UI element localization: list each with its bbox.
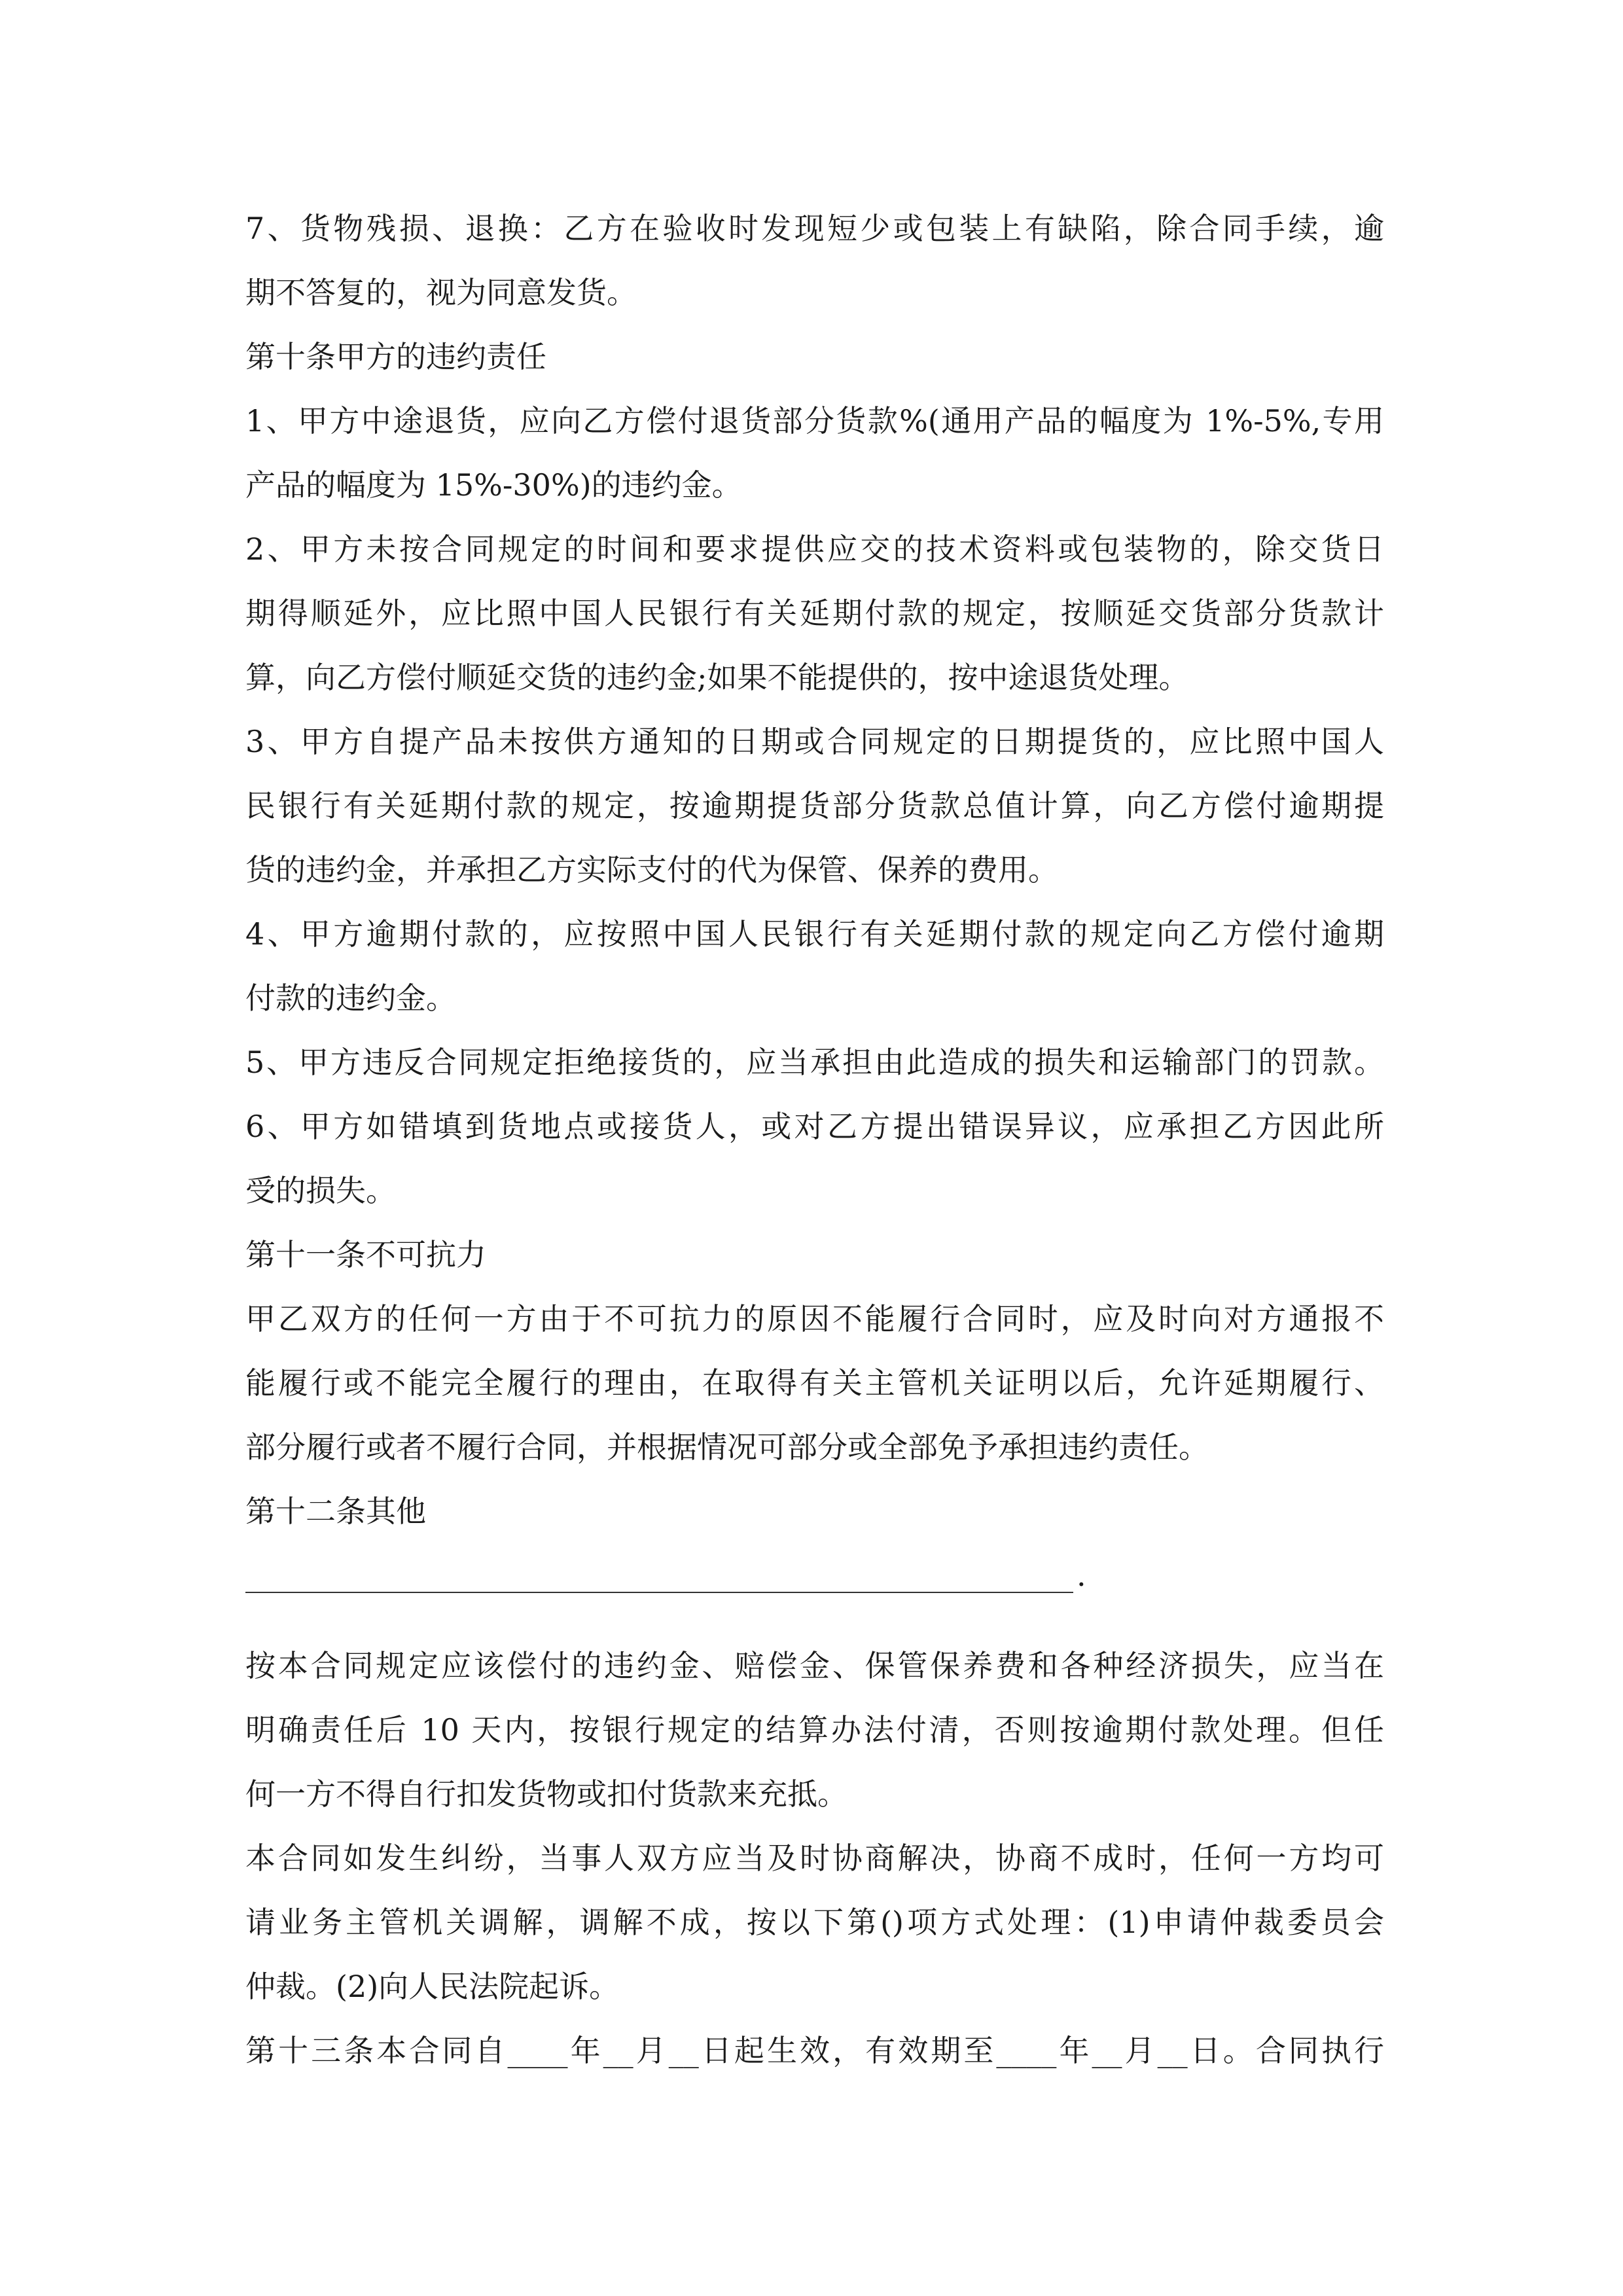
section-heading: 第十条甲方的违约责任 xyxy=(245,339,546,374)
text-line: 5、甲方违反合同规定拒绝接货的，应当承担由此造成的损失和运输部门的罚款。 xyxy=(245,1045,1384,1080)
text-line: 按本合同规定应该偿付的违约金、赔偿金、保管保养费和各种经济损失，应当在 xyxy=(245,1648,1384,1683)
section-heading: 第十二条其他 xyxy=(245,1494,426,1529)
blank-underline xyxy=(245,1592,1073,1593)
document-body xyxy=(245,196,1384,2083)
text-line: 请业务主管机关调解，调解不成，按以下第()项方式处理：(1)申请仲裁委员会 xyxy=(245,1905,1384,1940)
fill-in-blank xyxy=(245,1543,1384,1634)
text-line: 部分履行或者不履行合同，并根据情况可部分或全部免予承担违约责任。 xyxy=(245,1429,1209,1465)
text-line: 算，向乙方偿付顺延交货的违约金;如果不能提供的，按中途退货处理。 xyxy=(245,660,1189,695)
text-line: 1、甲方中途退货，应向乙方偿付退货部分货款%(通用产品的幅度为 1%-5%,专用 xyxy=(245,403,1384,439)
text-line: 能履行或不能完全履行的理由，在取得有关主管机关证明以后，允许延期履行、 xyxy=(245,1365,1384,1401)
text-line: 期得顺延外，应比照中国人民银行有关延期付款的规定，按顺延交货部分货款计 xyxy=(245,596,1384,631)
section-heading: 第十一条不可抗力 xyxy=(245,1237,486,1272)
text-line: 4、甲方逾期付款的，应按照中国人民银行有关延期付款的规定向乙方偿付逾期 xyxy=(245,916,1384,952)
text-line: 付款的违约金。 xyxy=(245,980,456,1016)
text-line: 甲乙双方的任何一方由于不可抗力的原因不能履行合同时，应及时向对方通报不 xyxy=(245,1301,1384,1336)
text-line: 本合同如发生纠纷，当事人双方应当及时协商解决，协商不成时，任何一方均可 xyxy=(245,1840,1384,1876)
text-line: 6、甲方如错填到货地点或接货人，或对乙方提出错误异议，应承担乙方因此所 xyxy=(245,1109,1384,1144)
text-line: 2、甲方未按合同规定的时间和要求提供应交的技术资料或包装物的，除交货日 xyxy=(245,531,1384,567)
text-line: 7、货物残损、退换：乙方在验收时发现短少或包装上有缺陷，除合同手续，逾 xyxy=(245,211,1384,246)
text-line: 受的损失。 xyxy=(245,1173,396,1208)
text-line: 期不答复的，视为同意发货。 xyxy=(245,275,637,310)
text-line: 明确责任后 10 天内，按银行规定的结算办法付清，否则按逾期付款处理。但任 xyxy=(245,1712,1384,1748)
text-line: 产品的幅度为 15%-30%)的违约金。 xyxy=(245,467,742,503)
text-line: 货的违约金，并承担乙方实际支付的代为保管、保养的费用。 xyxy=(245,852,1058,888)
blank-period: . xyxy=(1077,1558,1086,1593)
text-line: 3、甲方自提产品未按供方通知的日期或合同规定的日期提货的，应比照中国人 xyxy=(245,724,1384,759)
text-line: 仲裁。(2)向人民法院起诉。 xyxy=(245,1969,620,2004)
text-line: 何一方不得自行扣发货物或扣付货款来充抵。 xyxy=(245,1776,847,1812)
text-line: 第十三条本合同自____年__月__日起生效，有效期至____年__月__日。合同执行 xyxy=(245,2033,1384,2068)
text-line: 民银行有关延期付款的规定，按逾期提货部分货款总值计算，向乙方偿付逾期提 xyxy=(245,788,1384,823)
